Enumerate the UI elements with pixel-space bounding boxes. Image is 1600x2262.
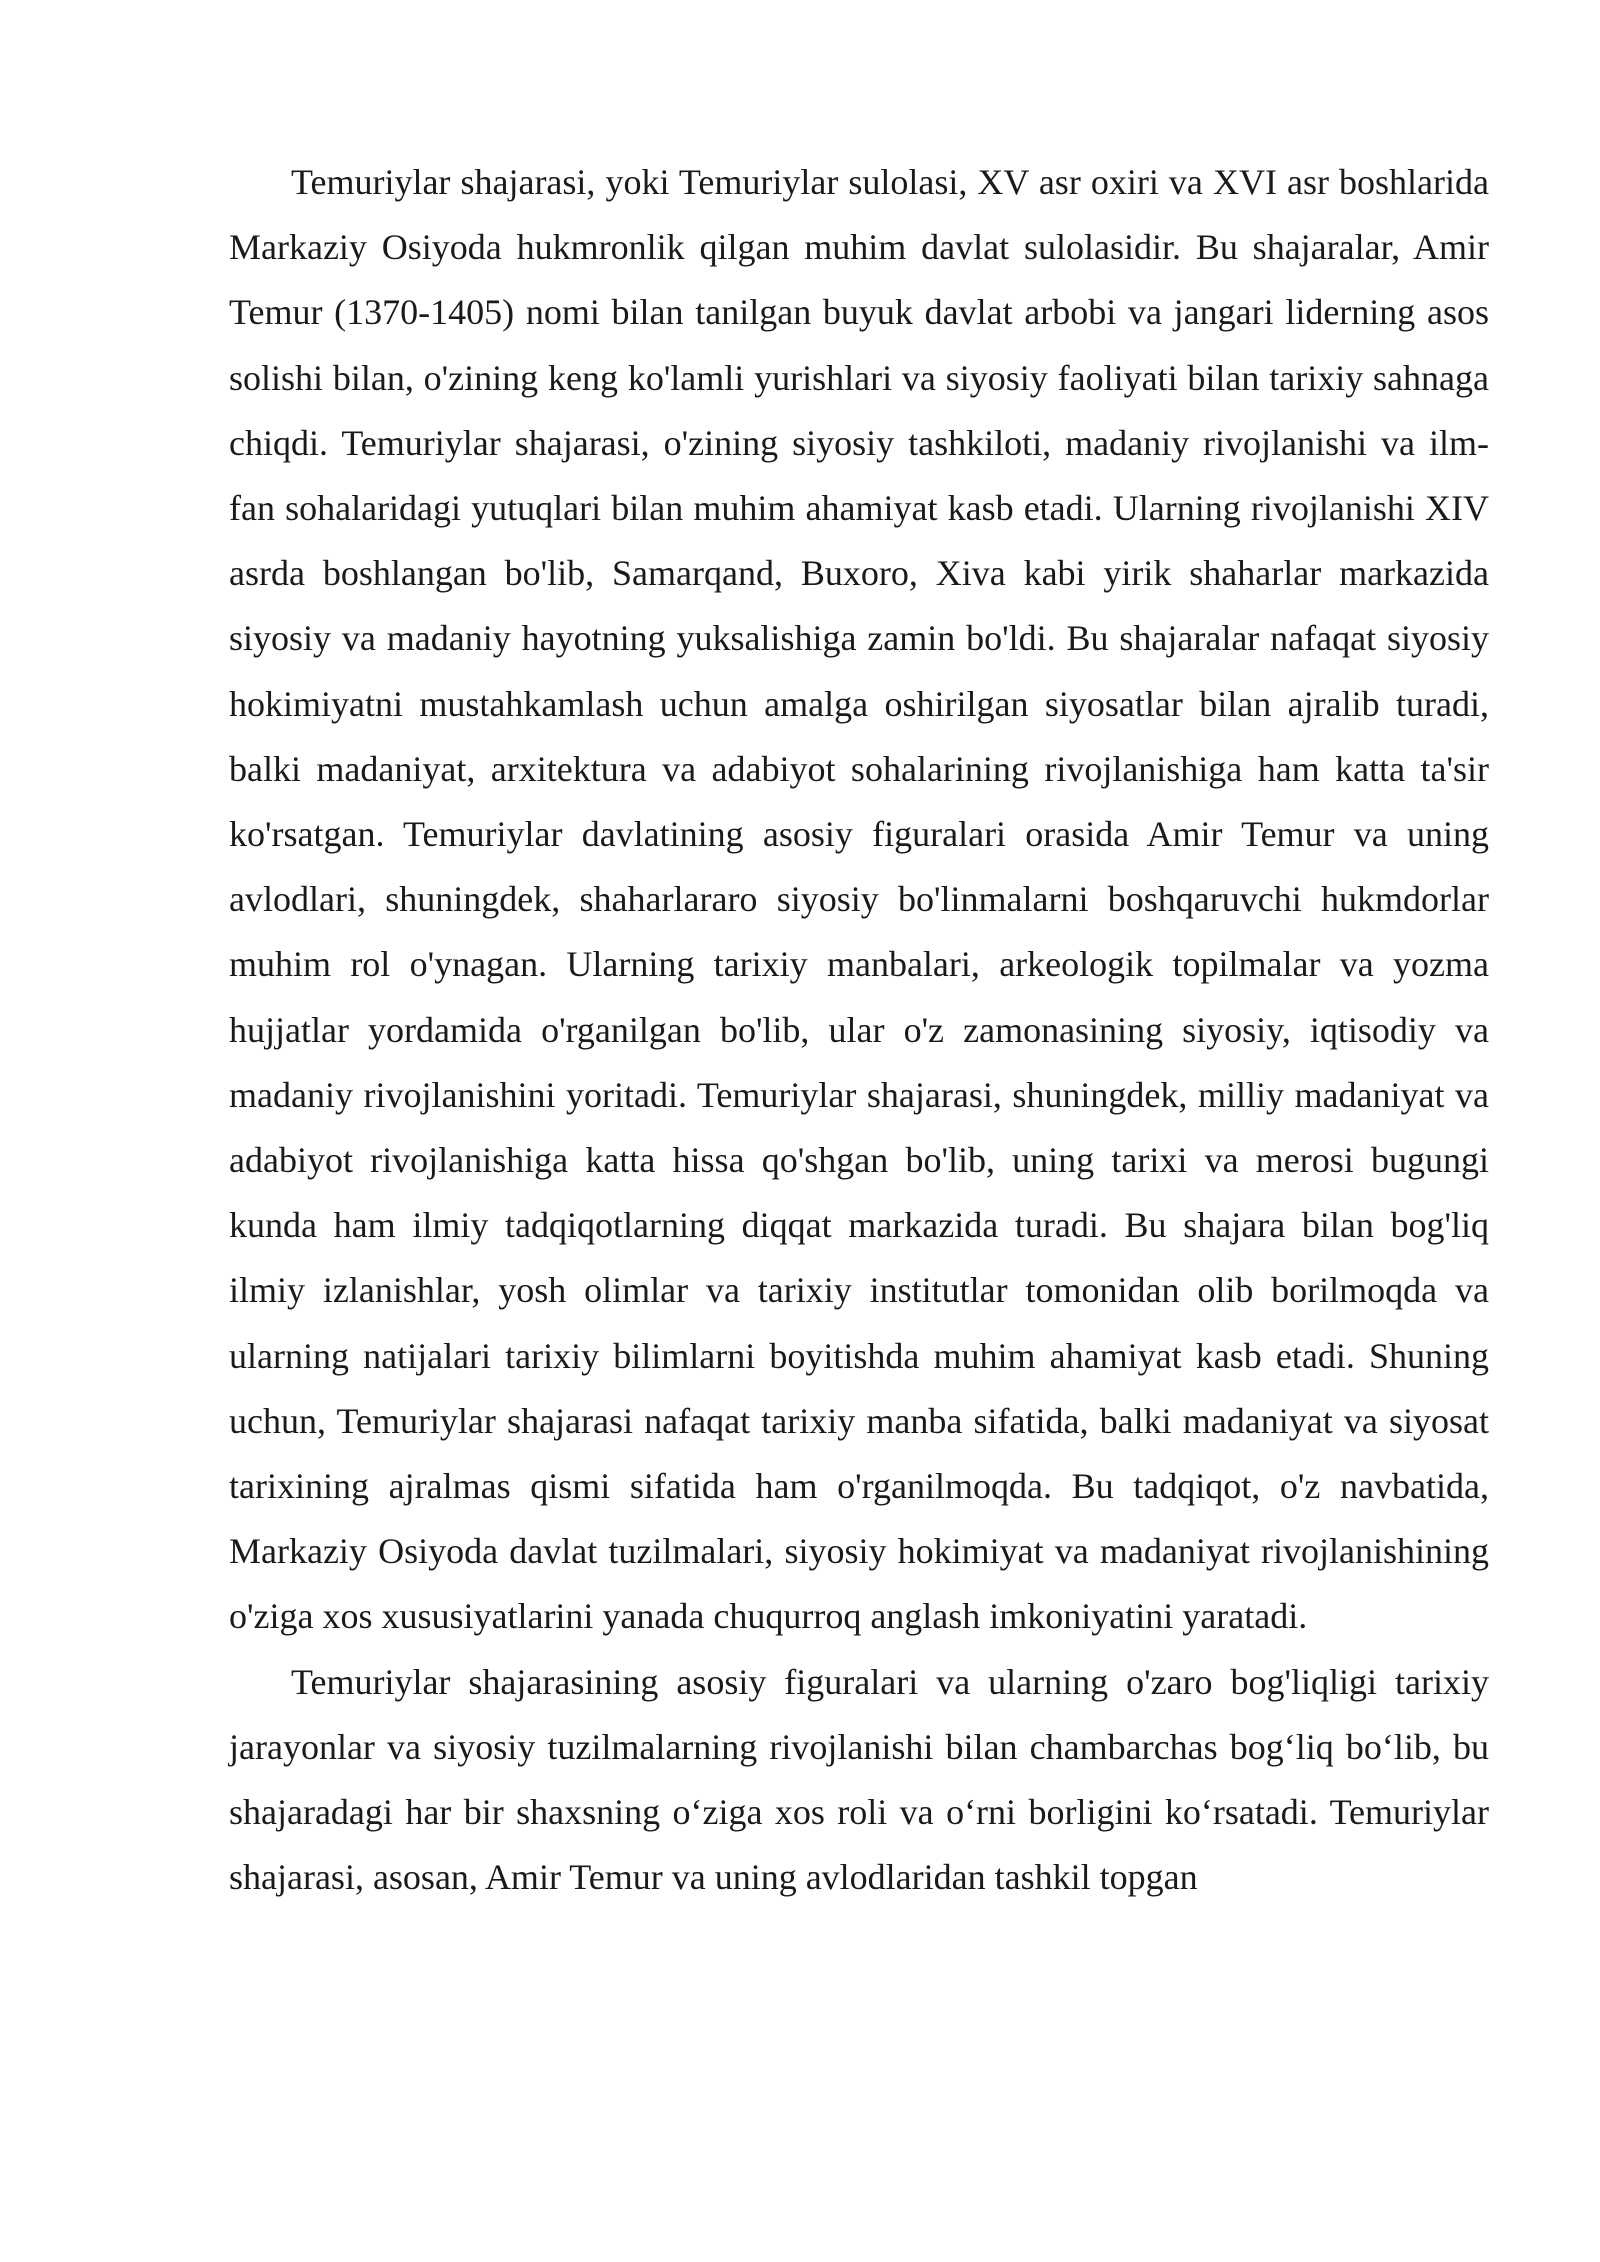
paragraph-1: Temuriylar shajarasi, yoki Temuriylar sulolasi, XV asr oxiri va XVI asr boshlarida Markaziy Osiyoda hukmronlik qilgan muhim davlat sulolasidir. Bu shajaralar, Amir Temur (1370-1405) nomi bilan tanilgan buyuk davlat arbobi va jangari liderning asos solishi bilan, o'zining keng ko'lamli yurishlari va siyosiy faoliyati bilan tarixiy sahnaga chiqdi. Temuriylar shajarasi, o'zining siyosiy tashkiloti, madaniy rivojlanishi va ilm-fan sohalaridagi yutuqlari bilan muhim ahamiyat kasb etadi. Ularning rivojlanishi XIV asrda boshlangan bo'lib, Samarqand, Buxoro, Xiva kabi yirik shaharlar markazida siyosiy va madaniy hayotning yuksalishiga zamin bo'ldi. Bu shajaralar nafaqat siyosiy hokimiyatni mustahkamlash uchun amalga oshirilgan siyosatlar bilan ajralib turadi, balki madaniyat, arxitektura va adabiyot sohalarining rivojlanishiga ham katta ta'sir ko'rsatgan. Temuriylar davlatining asosiy figuralari orasida Amir Temur va uning avlodlari, shuningdek, shaharlararo siyosiy bo'linmalarni boshqaruvchi hukmdorlar muhim rol o'ynagan. Ularning tarixiy manbalari, arkeologik topilmalar va yozma hujjatlar yordamida o'rganilgan bo'lib, ular o'z zamonasining siyosiy, iqtisodiy va madaniy rivojlanishini yoritadi. Temuriylar shajarasi, shuningdek, milliy madaniyat va adabiyot rivojlanishiga katta hissa qo'shgan bo'lib, uning tarixi va merosi bugungi kunda ham ilmiy tadqiqotlarning diqqat markazida turadi. Bu shajara bilan bog'liq ilmiy izlanishlar, yosh olimlar va tarixiy institutlar tomonidan olib borilmoqda va ularning natijalari tarixiy bilimlarni boyitishda muhim ahamiyat kasb etadi. Shuning uchun, Temuriylar shajarasi nafaqat tarixiy manba sifatida, balki madaniyat va siyosat tarixining ajralmas qismi sifatida ham o'rganilmoqda. Bu tadqiqot, o'z navbatida, Markaziy Osiyoda davlat tuzilmalari, siyosiy hokimiyat va madaniyat rivojlanishining o'ziga xos xususiyatlarini yanada chuqurroq anglash imkoniyatini yaratadi.: [229, 162, 1489, 1637]
paragraph-2: Temuriylar shajarasining asosiy figuralari va ularning o'zaro bog'liqligi tarixiy jarayonlar va siyosiy tuzilmalarning rivojlanishi bilan chambarchas bog‘liq bo‘lib, bu shajaradagi har bir shaxsning o‘ziga xos roli va o‘rni borligini ko‘rsatadi. Temuriylar shajarasi, asosan, Amir Temur va uning avlodlaridan tashkil topgan: [229, 1661, 1489, 1898]
document-body: [229, 150, 1489, 1910]
